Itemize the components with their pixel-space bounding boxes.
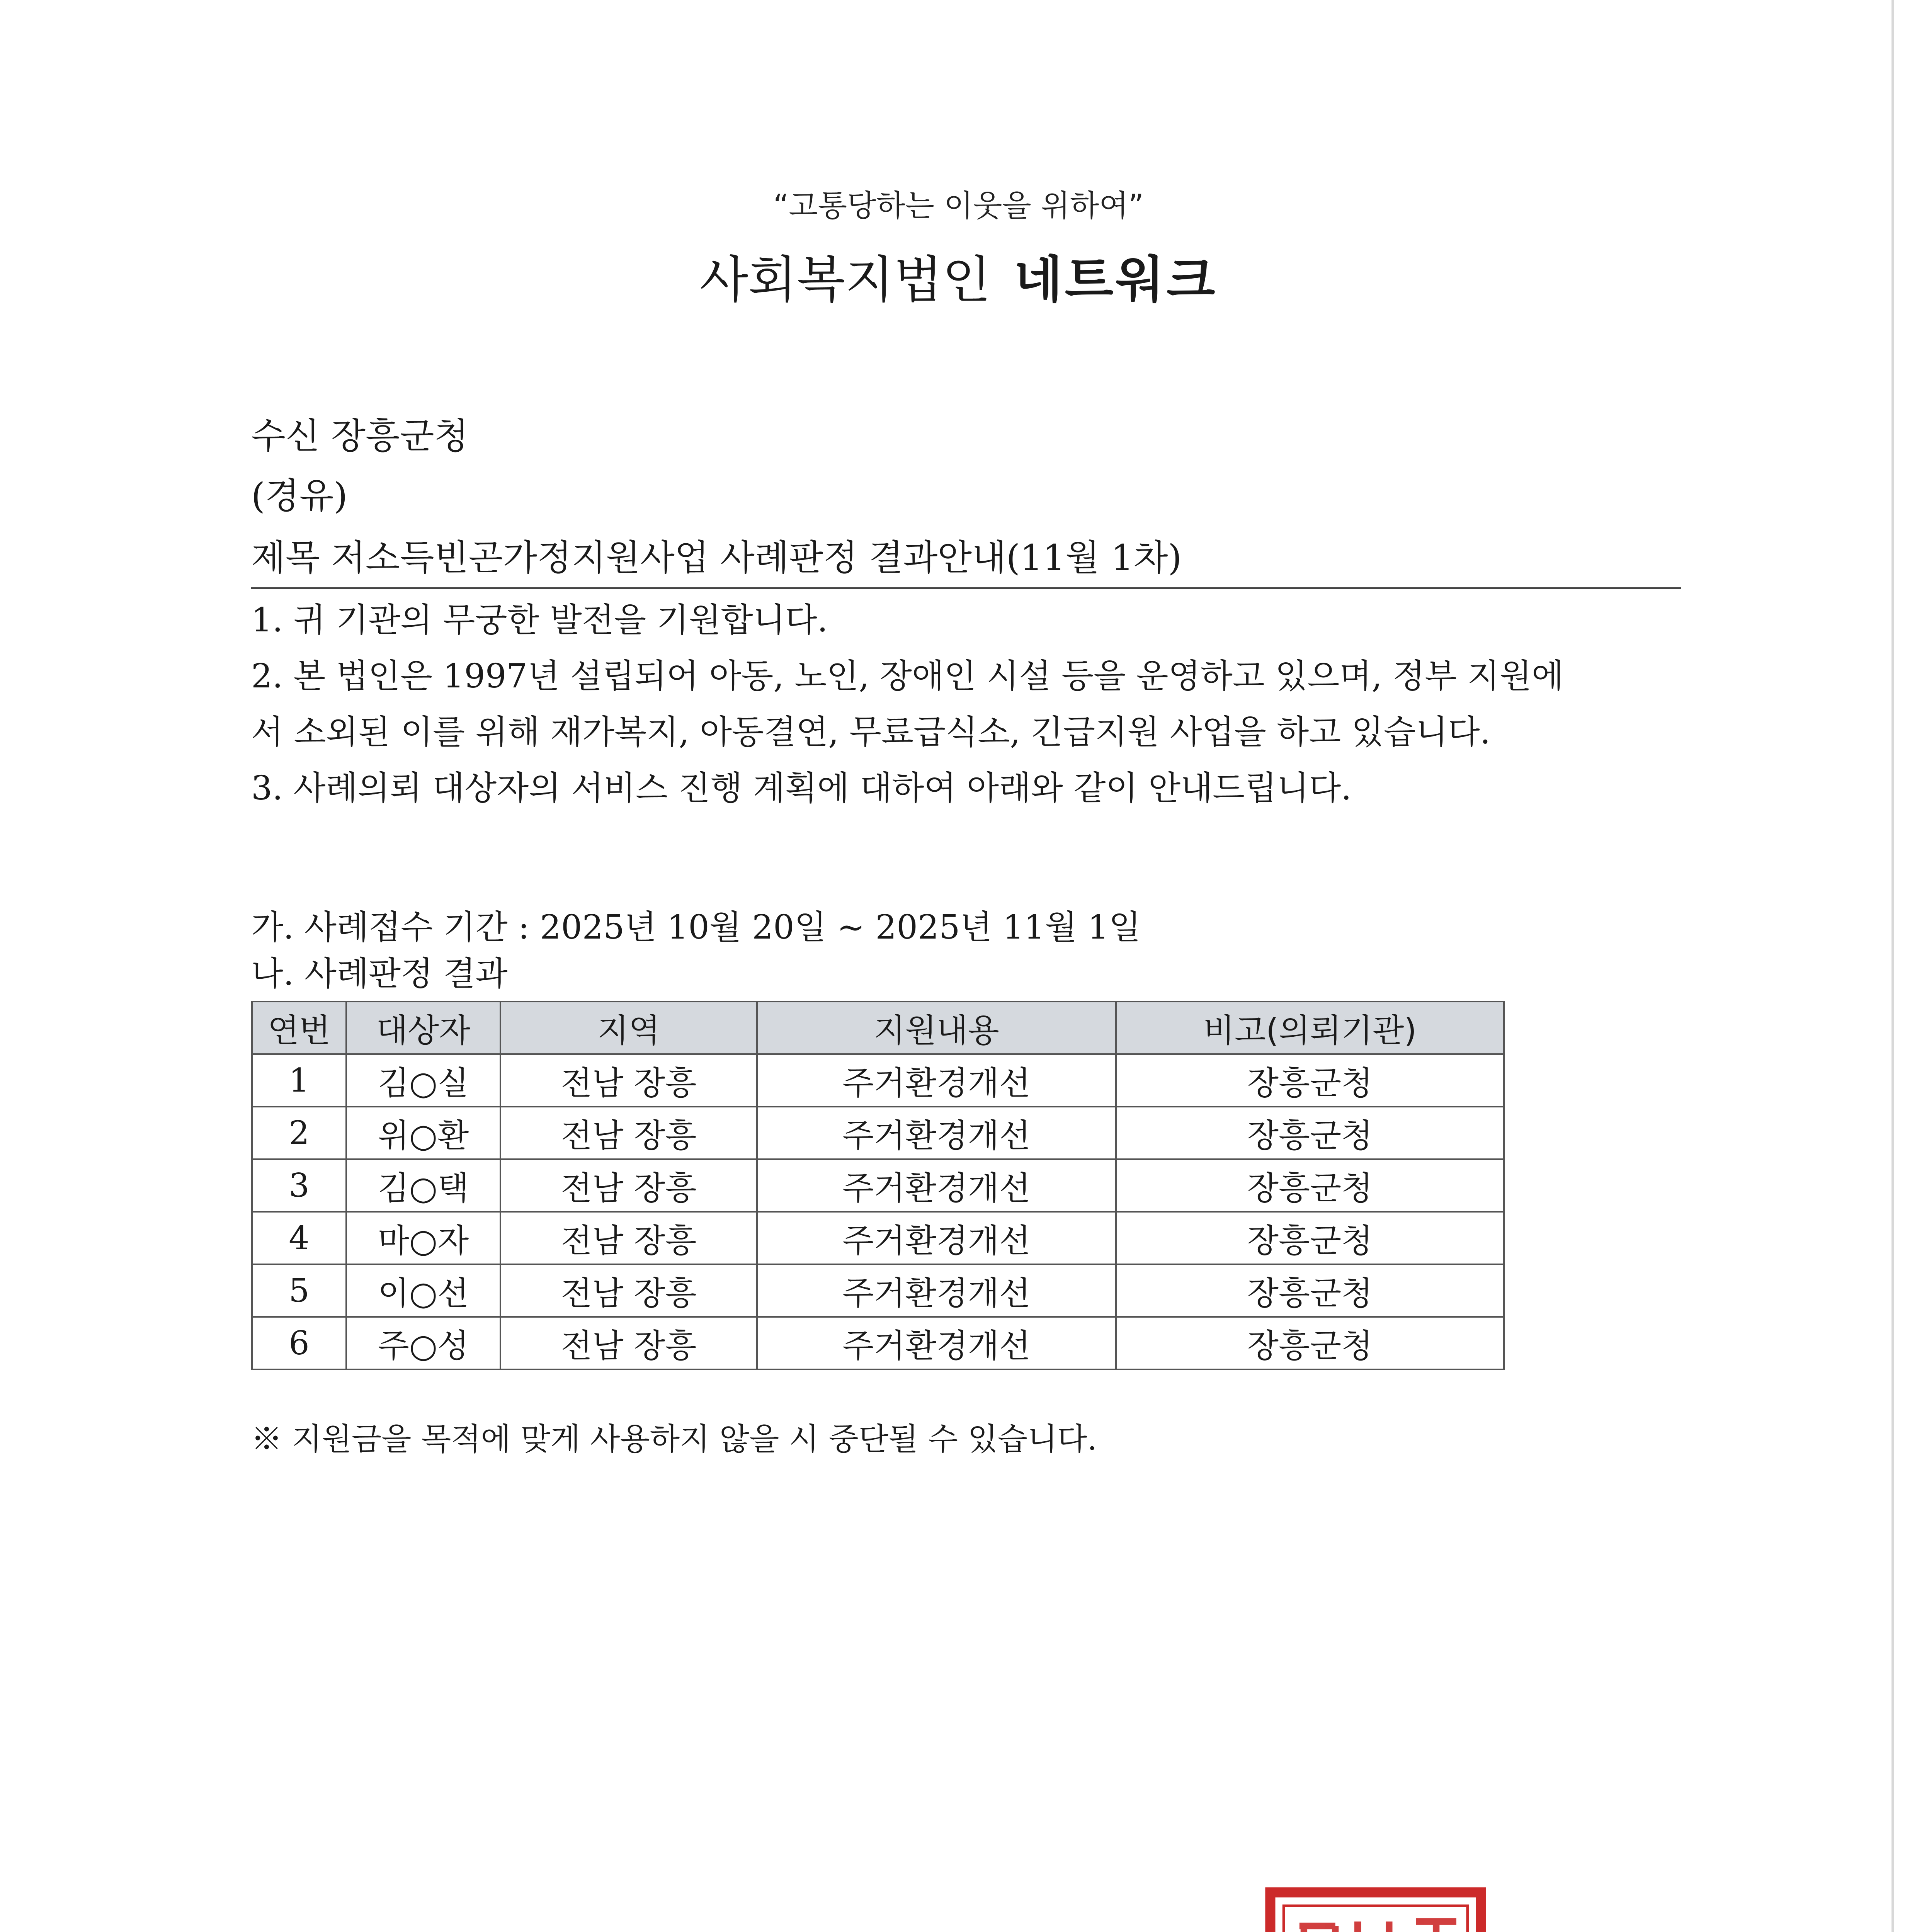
cell-region: 전남 장흥: [500, 1212, 757, 1264]
motto: “고통당하는 이웃을 위하여”: [773, 189, 1144, 223]
col-header-no: 연번: [252, 1002, 346, 1054]
cell-person: 위○환: [346, 1107, 500, 1159]
body-line-2b: 서 소외된 이를 위해 재가복지, 아동결연, 무료급식소, 긴급지원 사업을 하고 있습니다.: [251, 713, 1491, 752]
table-row: [252, 1212, 1504, 1264]
cell-no: 3: [252, 1159, 346, 1212]
org-name: 네트워크: [1014, 250, 1218, 309]
recipient: 수신 장흥군청: [251, 415, 469, 457]
cell-region: 전남 장흥: [500, 1159, 757, 1212]
cell-region: 전남 장흥: [500, 1317, 757, 1369]
col-header-person: 대상자: [346, 1002, 500, 1054]
cell-person: 김○실: [346, 1054, 500, 1107]
via: (경유): [251, 475, 348, 517]
section-period: 가. 사례접수 기간 : 2025년 10월 20일 ~ 2025년 11월 1일: [251, 908, 1141, 947]
org-prefix: 사회복지법인: [699, 250, 991, 309]
cell-note: 장흥군청: [1116, 1054, 1504, 1107]
table-row: [252, 1317, 1504, 1369]
section-result: 나. 사례판정 결과: [251, 954, 508, 993]
table-row: [252, 1264, 1504, 1317]
cell-no: 5: [252, 1264, 346, 1317]
cell-support: 주거환경개선: [757, 1107, 1116, 1159]
cell-support: 주거환경개선: [757, 1212, 1116, 1264]
cell-note: 장흥군청: [1116, 1317, 1504, 1369]
cell-no: 6: [252, 1317, 346, 1369]
cell-no: 4: [252, 1212, 346, 1264]
cell-region: 전남 장흥: [500, 1264, 757, 1317]
body-line-1: 1. 귀 기관의 무궁한 발전을 기원합니다.: [251, 601, 828, 639]
cell-no: 2: [252, 1107, 346, 1159]
cell-person: 김○택: [346, 1159, 500, 1212]
body-line-3: 3. 사례의뢰 대상자의 서비스 진행 계획에 대하여 아래와 같이 안내드립니다.: [251, 769, 1352, 808]
cell-person: 이○선: [346, 1264, 500, 1317]
col-header-region: 지역: [500, 1002, 757, 1054]
seal-glyphs: [1300, 1922, 1456, 1932]
body-line-2a: 2. 본 법인은 1997년 설립되어 아동, 노인, 장애인 시설 등을 운영하고 있으며, 정부 지원에: [251, 657, 1564, 696]
cell-person: 마○자: [346, 1212, 500, 1264]
usage-notice: ※ 지원금을 목적에 맞게 사용하지 않을 시 중단될 수 있습니다.: [251, 1421, 1097, 1457]
cell-note: 장흥군청: [1116, 1107, 1504, 1159]
table-row: [252, 1054, 1504, 1107]
org-title: [0, 240, 1917, 312]
table-row: [252, 1159, 1504, 1212]
col-header-note: 비고(의뢰기관): [1116, 1002, 1504, 1054]
cell-note: 장흥군청: [1116, 1264, 1504, 1317]
cell-no: 1: [252, 1054, 346, 1107]
cell-region: 전남 장흥: [500, 1107, 757, 1159]
col-header-support: 지원내용: [757, 1002, 1116, 1054]
official-seal-icon: [1264, 1886, 1488, 1932]
cell-support: 주거환경개선: [757, 1054, 1116, 1107]
cell-note: 장흥군청: [1116, 1212, 1504, 1264]
cell-note: 장흥군청: [1116, 1159, 1504, 1212]
cell-support: 주거환경개선: [757, 1264, 1116, 1317]
subject: 제목 저소득빈곤가정지원사업 사례판정 결과안내(11월 1차): [251, 537, 1182, 578]
table-header-row: [252, 1002, 1504, 1054]
subject-divider: [251, 587, 1681, 589]
table-row: [252, 1107, 1504, 1159]
cell-support: 주거환경개선: [757, 1317, 1116, 1369]
cell-region: 전남 장흥: [500, 1054, 757, 1107]
cell-person: 주○성: [346, 1317, 500, 1369]
cell-support: 주거환경개선: [757, 1159, 1116, 1212]
results-table: [251, 1001, 1505, 1370]
